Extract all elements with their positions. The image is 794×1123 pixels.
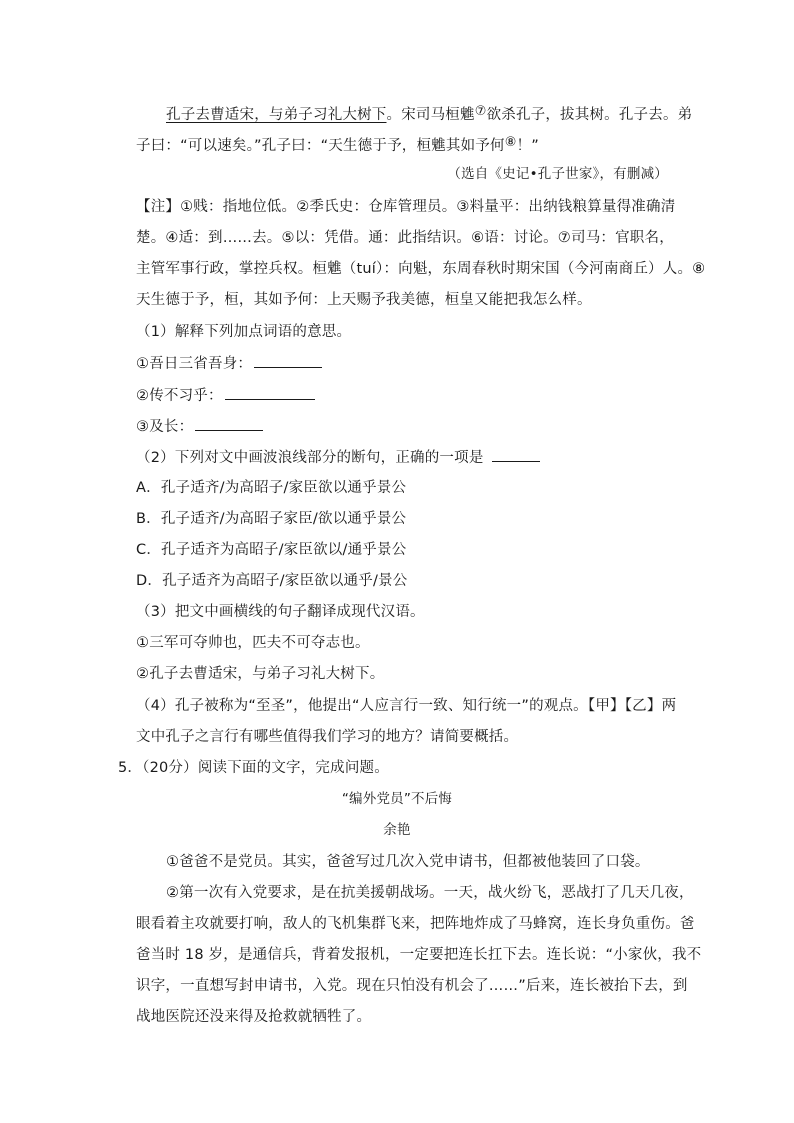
underlined-sentence: 孔子去曹适宋，与弟子习礼大树下 <box>166 107 387 123</box>
option-a: A．孔子适齐/为高昭子/家臣欲以通乎景公 <box>136 480 407 496</box>
note-marker-8: ⑧ <box>504 135 517 150</box>
passage-line-1 <box>166 102 706 125</box>
question-1-item-1 <box>136 353 676 374</box>
stem-text: （2）下列对文中画波浪线部分的断句，正确的一项是 <box>136 450 484 466</box>
option-c: C．孔子适齐为高昭子/家臣欲以/通乎景公 <box>136 542 407 558</box>
question-3-stem: （3）把文中画横线的句子翻译成现代汉语。 <box>136 604 425 620</box>
note-line: 天生德于予，桓，其如予何：上天赐予我美德，桓皇又能把我怎么样。 <box>136 292 592 308</box>
article-paragraph-2-line: ②第一次有入党要求，是在抗美援朝战场。一天，战火纷飞，恶战打了几天几夜， <box>166 885 694 901</box>
article-paragraph-2-line: 眼看着主攻就要打响，敌人的飞机集群飞来，把阵地炸成了马蜂窝，连长身负重伤。爸 <box>136 916 695 932</box>
question-3-item-2: ②孔子去曹适宋，与弟子习礼大树下。 <box>136 666 385 682</box>
answer-blank[interactable] <box>195 416 263 431</box>
passage-source: （选自《史记•孔子世家》，有删减） <box>447 166 668 182</box>
question-4-line-1: （4）孔子被称为“至圣”，他提出“人应言行一致、知行统一”的观点。【甲】【乙】两 <box>136 698 677 714</box>
question-1-item-3 <box>136 416 676 437</box>
question-4-line-2: 文中孔子之言行有哪些值得我们学习的地方？请简要概括。 <box>136 729 519 745</box>
note-marker-7: ⑦ <box>474 104 487 119</box>
passage-line-2 <box>136 133 676 156</box>
passage-text: 。宋司马桓魋 <box>386 107 475 123</box>
answer-blank[interactable] <box>492 447 540 462</box>
passage-text: ！” <box>516 138 539 154</box>
question-5-header: 5．（20分）阅读下面的文字，完成问题。 <box>118 760 389 776</box>
article-paragraph-2-line: 识字，一直想写封申请书，入党。现在只怕没有机会了……”后来，连长被抬下去，到 <box>136 978 688 994</box>
article-paragraph-2-line: 战地医院还没来得及抢救就牺牲了。 <box>136 1009 372 1025</box>
passage-text: 子曰：“可以速矣。”孔子曰：“天生德于予，桓魋其如予何 <box>136 138 505 154</box>
note-line: 楚。④适：到……去。⑤以：凭借。通：此指结识。⑥语：讨论。⑦司马：官职名， <box>136 230 674 246</box>
answer-blank[interactable] <box>254 353 322 368</box>
note-line: 【注】①贱：指地位低。②季氏史：仓库管理员。③料量平：出纳钱粮算量得准确清 <box>136 199 676 215</box>
question-3-item-1: ①三军可夺帅也，匹夫不可夺志也。 <box>136 635 370 651</box>
article-paragraph-2-line: 爸当时 18 岁，是通信兵，背着发报机，一定要把连长扛下去。连长说：“小家伙，我不 <box>136 947 702 963</box>
option-d: D．孔子适齐为高昭子/家臣欲以通乎/景公 <box>136 573 408 589</box>
item-label: ②传不习乎： <box>136 388 223 404</box>
question-1-item-2 <box>136 385 676 406</box>
item-label: ③及长： <box>136 419 194 435</box>
article-paragraph-1: ①爸爸不是党员。其实，爸爸写过几次入党申请书，但都被他装回了口袋。 <box>166 854 650 870</box>
question-1-stem: （1）解释下列加点词语的意思。 <box>136 324 352 340</box>
question-2-stem <box>136 447 676 468</box>
option-b: B．孔子适齐/为高昭子家臣/欲以通乎景公 <box>136 511 407 527</box>
passage-text: 欲杀孔子，拔其树。孔子去。弟 <box>486 107 693 123</box>
article-author: 余艳 <box>383 822 411 838</box>
answer-blank[interactable] <box>225 385 315 400</box>
item-label: ①吾日三省吾身： <box>136 356 253 372</box>
article-title: “编外党员”不后悔 <box>341 791 453 807</box>
note-line: 主管军事行政，掌控兵权。桓魋（tuí）：向魁，东周春秋时期宋国（今河南商丘）人。⑧ <box>136 261 706 277</box>
